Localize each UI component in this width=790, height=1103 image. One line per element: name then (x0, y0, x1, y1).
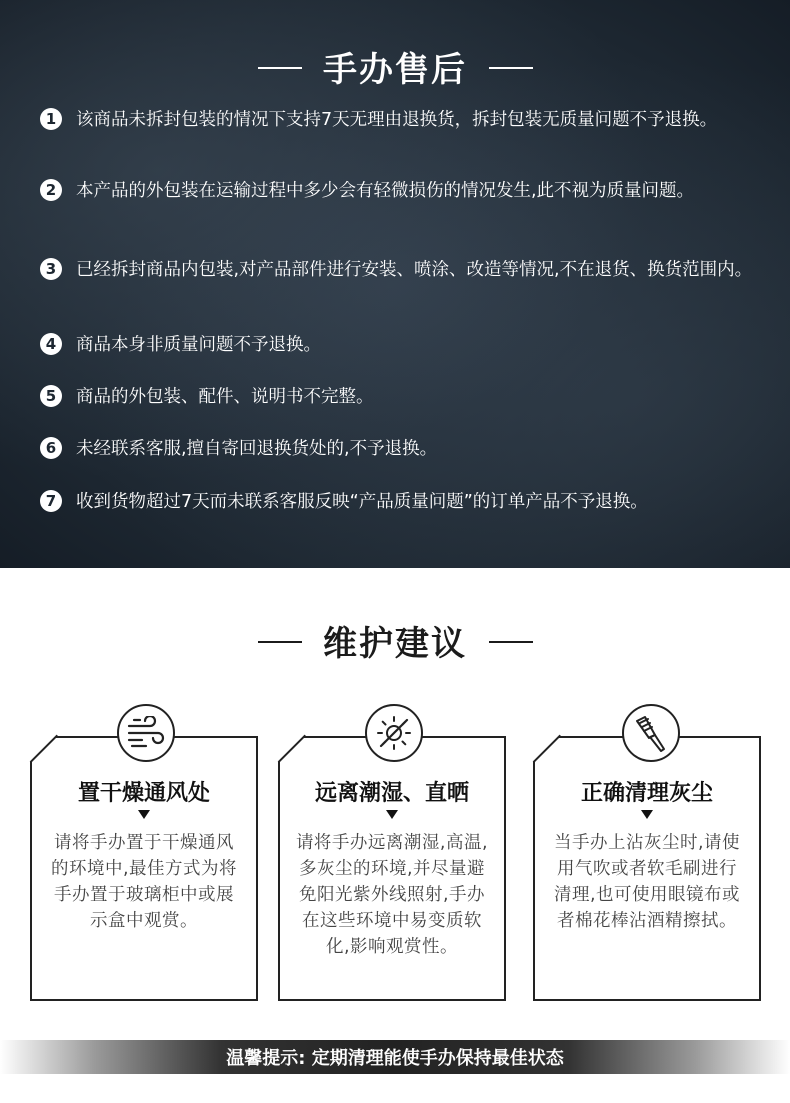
maintenance-title: 维护建议 (323, 624, 467, 664)
rule-item-2 (40, 177, 762, 205)
rule-text: 收到货物超过7天而未联系客服反映“产品质量问题”的订单产品不予退换。 (76, 492, 648, 512)
down-arrow-icon (386, 810, 398, 819)
rule-number: 4 (40, 333, 62, 355)
rule-text: 该商品未拆封包装的情况下支持7天无理由退换货，拆封包装无质量问题不予退换。 (76, 110, 718, 130)
rule-item-7 (40, 488, 762, 516)
rule-item-6 (40, 435, 762, 463)
heading-rule-right (489, 641, 533, 643)
card-title: 置干燥通风处 (77, 781, 210, 806)
tip-banner (0, 1040, 790, 1074)
after-sales-title: 手办售后 (323, 50, 467, 90)
card-description: 当手办上沾灰尘时,请使用气吹或者软毛刷进行清理,也可使用眼镜布或者棉花棒沾酒精擦拭。 (553, 833, 741, 931)
heading-rule-left (258, 67, 302, 69)
rule-text: 商品本身非质量问题不予退换。 (76, 335, 321, 355)
rule-number: 6 (40, 437, 62, 459)
wind-icon (117, 704, 175, 762)
rule-text: 未经联系客服,擅自寄回退换货处的,不予退换。 (76, 439, 438, 459)
rule-item-3 (40, 256, 762, 284)
maintenance-heading (0, 616, 790, 665)
card-title: 正确清理灰尘 (580, 781, 713, 806)
rule-number: 2 (40, 179, 62, 201)
down-arrow-icon (138, 810, 150, 819)
card-description: 请将手办远离潮湿,高温,多灰尘的环境,并尽量避免阳光紫外线照射,手办在这些环境中易变质软化,影响观赏性。 (295, 833, 489, 957)
no-sun-icon (365, 704, 423, 762)
rule-item-1 (40, 106, 762, 134)
rule-text: 商品的外包装、配件、说明书不完整。 (76, 387, 374, 407)
heading-rule-left (258, 641, 302, 643)
after-sales-heading (0, 42, 790, 91)
heading-rule-right (489, 67, 533, 69)
down-arrow-icon (641, 810, 653, 819)
rule-text: 已经拆封商品内包装,对产品部件进行安装、喷涂、改造等情况,不在退货、换货范围内。 (76, 260, 753, 280)
rule-item-4 (40, 331, 762, 359)
card-title: 远离潮湿、直晒 (314, 781, 469, 806)
rule-number: 7 (40, 490, 62, 512)
rule-number: 1 (40, 108, 62, 130)
tip-text: 温馨提示: 定期清理能使手办保持最佳状态 (226, 1048, 564, 1069)
rule-number: 5 (40, 385, 62, 407)
rule-item-5 (40, 383, 762, 411)
rule-number: 3 (40, 258, 62, 280)
brush-icon (622, 704, 680, 762)
card-description: 请将手办置于干燥通风的环境中,最佳方式为将手办置于玻璃柜中或展示盒中观赏。 (50, 833, 238, 931)
rule-text: 本产品的外包装在运输过程中多少会有轻微损伤的情况发生,此不视为质量问题。 (76, 181, 695, 201)
